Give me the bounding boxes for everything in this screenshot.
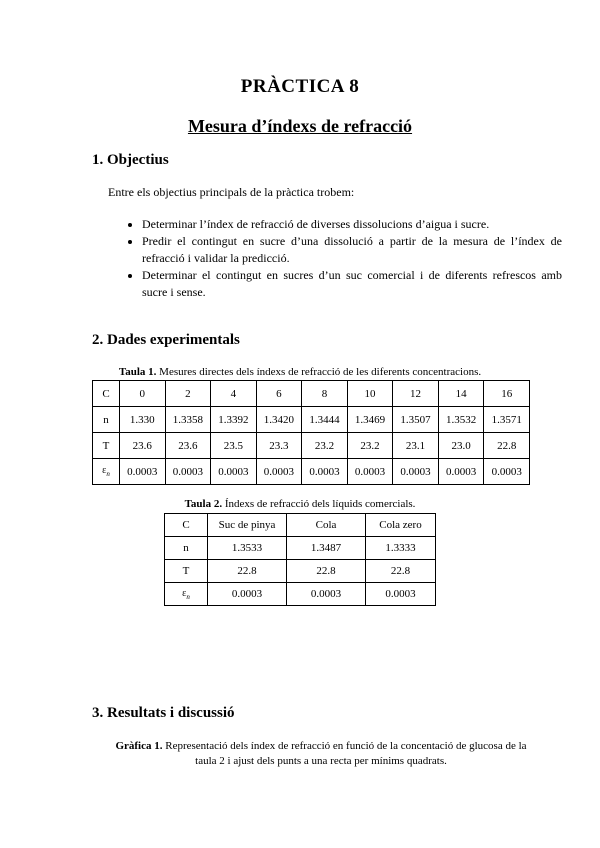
table-cell: 1.3392 — [211, 407, 257, 433]
table-row — [165, 560, 436, 583]
table-cell: 12 — [393, 381, 439, 407]
table-cell: 1.3358 — [165, 407, 211, 433]
table-cell: $\varepsilon_n$ — [93, 459, 120, 485]
table-cell: 0.0003 — [347, 459, 393, 485]
objectives-list — [112, 216, 562, 301]
table-cell: Cola zero — [366, 514, 436, 537]
section1-heading: 1. Objectius — [92, 152, 169, 168]
objective-item: • Determinar l’índex de refracció de diverses dissolucions d’aigua i sucre. — [142, 216, 562, 233]
table-row — [93, 459, 530, 485]
table-cell: 0.0003 — [165, 459, 211, 485]
table-cell: 1.3507 — [393, 407, 439, 433]
table2-caption: Taula 2. Índexs de refracció dels líquids comercials. — [184, 498, 416, 510]
table-cell: 1.3571 — [484, 407, 530, 433]
objective-item: • Predir el contingut en sucre d’una dissolució a partir de la mesura de l’índex de refracció i validar la predicció. — [142, 233, 562, 267]
table2 — [164, 513, 436, 606]
table-cell: 23.6 — [120, 433, 166, 459]
table-cell: 23.2 — [347, 433, 393, 459]
table-cell: 22.8 — [208, 560, 287, 583]
table-cell: 1.3333 — [366, 537, 436, 560]
table-cell: 1.3420 — [256, 407, 302, 433]
table-cell: 22.8 — [366, 560, 436, 583]
table-cell: $\varepsilon_n$ — [165, 583, 208, 606]
table-cell: 23.5 — [211, 433, 257, 459]
table-row — [165, 583, 436, 606]
table1 — [92, 380, 530, 485]
objective-item: • Determinar el contingut en sucres d’un suc comercial i de diferents refrescos amb sucre i sense. — [142, 267, 562, 301]
table-cell: 0.0003 — [120, 459, 166, 485]
page-subtitle: Mesura d’índexs de refracció — [187, 116, 413, 136]
table-row — [93, 433, 530, 459]
table-row — [93, 381, 530, 407]
table-cell: 1.3487 — [287, 537, 366, 560]
table-cell: T — [93, 433, 120, 459]
table-cell: 0.0003 — [208, 583, 287, 606]
table-cell: 23.1 — [393, 433, 439, 459]
table-cell: 0.0003 — [211, 459, 257, 485]
table-cell: 0.0003 — [438, 459, 484, 485]
table-cell: 23.2 — [302, 433, 348, 459]
table-cell: 22.8 — [287, 560, 366, 583]
table-cell: 10 — [347, 381, 393, 407]
table-cell: 0.0003 — [287, 583, 366, 606]
table-cell: 1.3444 — [302, 407, 348, 433]
table-cell: 16 — [484, 381, 530, 407]
table-cell: 0.0003 — [256, 459, 302, 485]
table-cell: T — [165, 560, 208, 583]
table-cell: 14 — [438, 381, 484, 407]
table-cell: 0.0003 — [393, 459, 439, 485]
table-cell: 1.3533 — [208, 537, 287, 560]
table-cell: 8 — [302, 381, 348, 407]
table-cell: n — [93, 407, 120, 433]
section1-intro: Entre els objectius principals de la pràctica trobem: — [108, 185, 355, 199]
table-cell: Cola — [287, 514, 366, 537]
table-cell: 0 — [120, 381, 166, 407]
table-cell: n — [165, 537, 208, 560]
table-cell: C — [93, 381, 120, 407]
table-cell: 22.8 — [484, 433, 530, 459]
table-cell: C — [165, 514, 208, 537]
table-cell: 6 — [256, 381, 302, 407]
page-title: PRÀCTICA 8 — [240, 76, 360, 97]
table-cell: 23.6 — [165, 433, 211, 459]
table-cell: 23.3 — [256, 433, 302, 459]
table-row — [93, 407, 530, 433]
table-row — [165, 514, 436, 537]
table-cell: 2 — [165, 381, 211, 407]
table-cell: 0.0003 — [484, 459, 530, 485]
section3-heading: 3. Resultats i discussió — [92, 705, 235, 721]
table1-caption: Taula 1. Mesures directes dels índexs de refracció de les diferents concentracions. — [118, 366, 482, 378]
table-cell: Suc de pinya — [208, 514, 287, 537]
table-cell: 0.0003 — [302, 459, 348, 485]
table-row — [165, 537, 436, 560]
table-cell: 1.3532 — [438, 407, 484, 433]
table-cell: 4 — [211, 381, 257, 407]
table-cell: 23.0 — [438, 433, 484, 459]
table-cell: 0.0003 — [366, 583, 436, 606]
table-cell: 1.330 — [120, 407, 166, 433]
table-cell: 1.3469 — [347, 407, 393, 433]
section2-heading: 2. Dades experimentals — [92, 332, 240, 348]
figure-caption: Gràfica 1. Representació dels índex de refracció en funció de la concentació de glucosa de la taula 2 i ajust dels punts a una recta per mínims quadrats. — [115, 740, 527, 767]
